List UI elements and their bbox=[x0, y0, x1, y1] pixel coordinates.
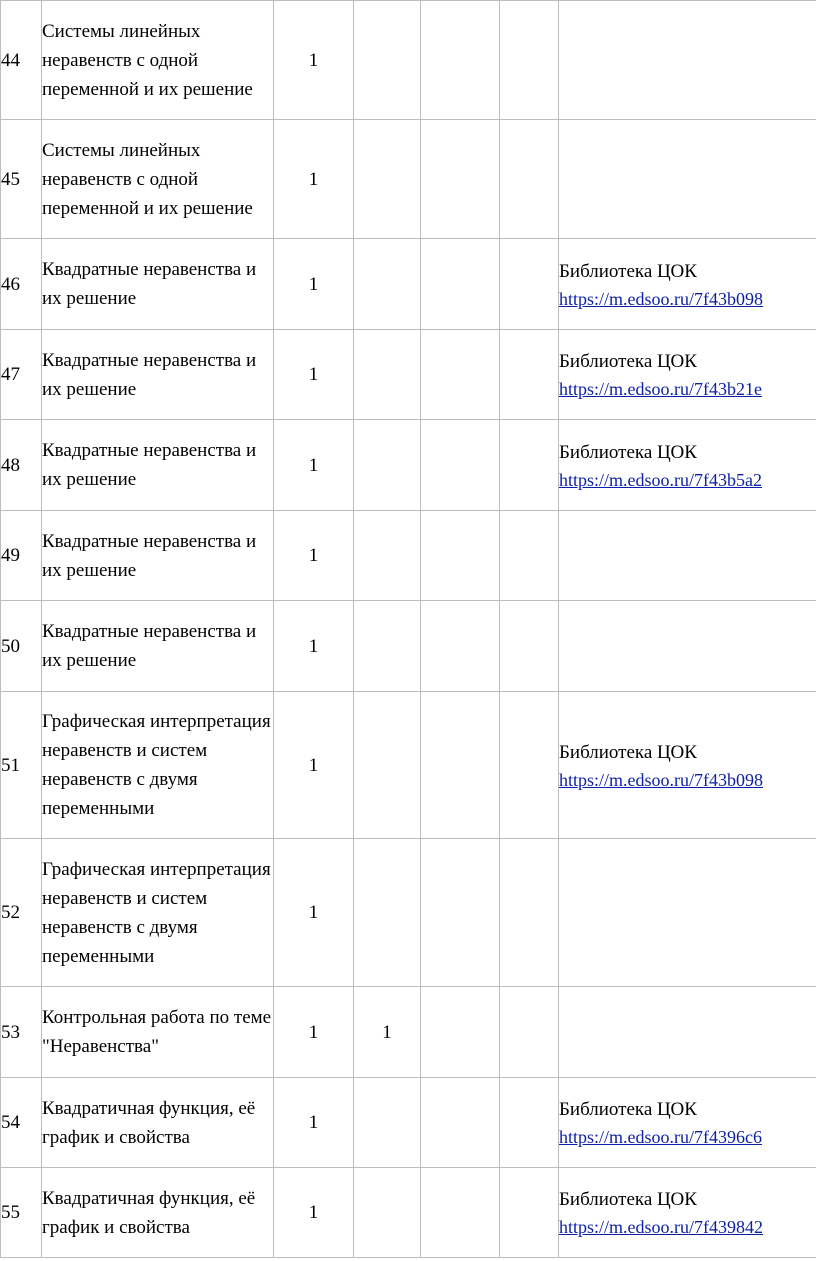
digital-resources-cell bbox=[559, 839, 816, 987]
practice-work-hours bbox=[421, 511, 500, 601]
lesson-number: 48 bbox=[1, 420, 42, 511]
lesson-topic: Квадратные неравенства и их решение bbox=[42, 511, 274, 601]
practice-work-hours bbox=[421, 420, 500, 511]
lesson-topic: Графическая интерпретация неравенств и систем неравенств с двумя переменными bbox=[42, 692, 274, 839]
control-work-hours bbox=[354, 511, 421, 601]
resource-link[interactable]: https://m.edsoo.ru/7f439842 bbox=[559, 1217, 763, 1237]
study-date bbox=[500, 987, 559, 1078]
practice-work-hours bbox=[421, 601, 500, 692]
control-work-hours bbox=[354, 1, 421, 120]
practice-work-hours bbox=[421, 1078, 500, 1168]
resource-link[interactable]: https://m.edsoo.ru/7f43b098 bbox=[559, 288, 763, 309]
digital-resources-cell bbox=[559, 1168, 816, 1258]
practice-work-hours bbox=[421, 839, 500, 987]
resource-label: Библиотека ЦОК bbox=[559, 741, 697, 763]
lesson-number: 46 bbox=[1, 239, 42, 330]
table-row bbox=[1, 1168, 816, 1258]
table-row bbox=[1, 839, 816, 987]
lesson-topic: Системы линейных неравенств с одной переменной и их решение bbox=[42, 120, 274, 239]
lesson-number: 50 bbox=[1, 601, 42, 692]
study-date bbox=[500, 120, 559, 239]
digital-resources-cell bbox=[559, 692, 816, 839]
control-work-hours: 1 bbox=[354, 987, 421, 1078]
total-hours: 1 bbox=[274, 420, 354, 511]
study-date bbox=[500, 692, 559, 839]
lesson-topic: Графическая интерпретация неравенств и систем неравенств с двумя переменными bbox=[42, 839, 274, 987]
digital-resources-cell bbox=[559, 330, 816, 420]
lesson-topic: Квадратные неравенства и их решение bbox=[42, 239, 274, 330]
table-row bbox=[1, 987, 816, 1078]
study-date bbox=[500, 601, 559, 692]
total-hours: 1 bbox=[274, 330, 354, 420]
total-hours: 1 bbox=[274, 239, 354, 330]
total-hours: 1 bbox=[274, 1, 354, 120]
lesson-number: 47 bbox=[1, 330, 42, 420]
table-row bbox=[1, 511, 816, 601]
digital-resources-cell bbox=[559, 120, 816, 239]
resource-label: Библиотека ЦОК bbox=[559, 1189, 697, 1210]
study-date bbox=[500, 1078, 559, 1168]
practice-work-hours bbox=[421, 120, 500, 239]
control-work-hours bbox=[354, 839, 421, 987]
practice-work-hours bbox=[421, 1, 500, 120]
practice-work-hours bbox=[421, 239, 500, 330]
total-hours: 1 bbox=[274, 1078, 354, 1168]
table-row bbox=[1, 601, 816, 692]
total-hours: 1 bbox=[274, 1168, 354, 1258]
lesson-number: 44 bbox=[1, 1, 42, 120]
study-date bbox=[500, 1168, 559, 1258]
study-date bbox=[500, 839, 559, 987]
lesson-topic: Контрольная работа по теме "Неравенства" bbox=[42, 987, 274, 1078]
lesson-number: 55 bbox=[1, 1168, 42, 1258]
lesson-topic: Квадратные неравенства и их решение bbox=[42, 601, 274, 692]
digital-resources-cell bbox=[559, 420, 816, 511]
resource-link[interactable]: https://m.edsoo.ru/7f43b5a2 bbox=[559, 469, 762, 490]
resource-label: Библиотека ЦОК bbox=[559, 351, 697, 372]
lesson-number: 49 bbox=[1, 511, 42, 601]
digital-resources-cell bbox=[559, 601, 816, 692]
digital-resources-cell bbox=[559, 511, 816, 601]
lesson-topic: Квадратные неравенства и их решение bbox=[42, 330, 274, 420]
practice-work-hours bbox=[421, 987, 500, 1078]
table-row bbox=[1, 692, 816, 839]
digital-resources-cell bbox=[559, 987, 816, 1078]
lesson-topic: Квадратичная функция, её график и свойства bbox=[42, 1078, 274, 1168]
digital-resources-cell bbox=[559, 239, 816, 330]
resource-label: Библиотека ЦОК bbox=[559, 441, 697, 463]
table-row bbox=[1, 420, 816, 511]
lesson-number: 54 bbox=[1, 1078, 42, 1168]
table-row bbox=[1, 330, 816, 420]
table-row bbox=[1, 120, 816, 239]
practice-work-hours bbox=[421, 330, 500, 420]
lesson-number: 53 bbox=[1, 987, 42, 1078]
resource-link[interactable]: https://m.edsoo.ru/7f43b098 bbox=[559, 769, 763, 790]
table-row bbox=[1, 1, 816, 120]
control-work-hours bbox=[354, 330, 421, 420]
table-row bbox=[1, 1078, 816, 1168]
digital-resources-cell bbox=[559, 1, 816, 120]
table-row bbox=[1, 239, 816, 330]
total-hours: 1 bbox=[274, 692, 354, 839]
lesson-number: 52 bbox=[1, 839, 42, 987]
total-hours: 1 bbox=[274, 120, 354, 239]
resource-link[interactable]: https://m.edsoo.ru/7f43b21e bbox=[559, 379, 762, 399]
control-work-hours bbox=[354, 1078, 421, 1168]
digital-resources-cell bbox=[559, 1078, 816, 1168]
study-date bbox=[500, 1, 559, 120]
table-body bbox=[1, 1, 816, 1258]
lesson-topic: Квадратичная функция, её график и свойства bbox=[42, 1168, 274, 1258]
study-date bbox=[500, 420, 559, 511]
total-hours: 1 bbox=[274, 511, 354, 601]
control-work-hours bbox=[354, 239, 421, 330]
lesson-number: 51 bbox=[1, 692, 42, 839]
study-date bbox=[500, 239, 559, 330]
total-hours: 1 bbox=[274, 839, 354, 987]
control-work-hours bbox=[354, 1168, 421, 1258]
lesson-topic: Системы линейных неравенств с одной переменной и их решение bbox=[42, 1, 274, 120]
total-hours: 1 bbox=[274, 987, 354, 1078]
control-work-hours bbox=[354, 692, 421, 839]
practice-work-hours bbox=[421, 692, 500, 839]
resource-label: Библиотека ЦОК bbox=[559, 260, 697, 282]
lesson-topic: Квадратные неравенства и их решение bbox=[42, 420, 274, 511]
control-work-hours bbox=[354, 120, 421, 239]
study-date bbox=[500, 330, 559, 420]
control-work-hours bbox=[354, 420, 421, 511]
lesson-number: 45 bbox=[1, 120, 42, 239]
study-date bbox=[500, 511, 559, 601]
resource-link[interactable]: https://m.edsoo.ru/7f4396c6 bbox=[559, 1127, 762, 1147]
control-work-hours bbox=[354, 601, 421, 692]
resource-label: Библиотека ЦОК bbox=[559, 1099, 697, 1120]
total-hours: 1 bbox=[274, 601, 354, 692]
practice-work-hours bbox=[421, 1168, 500, 1258]
